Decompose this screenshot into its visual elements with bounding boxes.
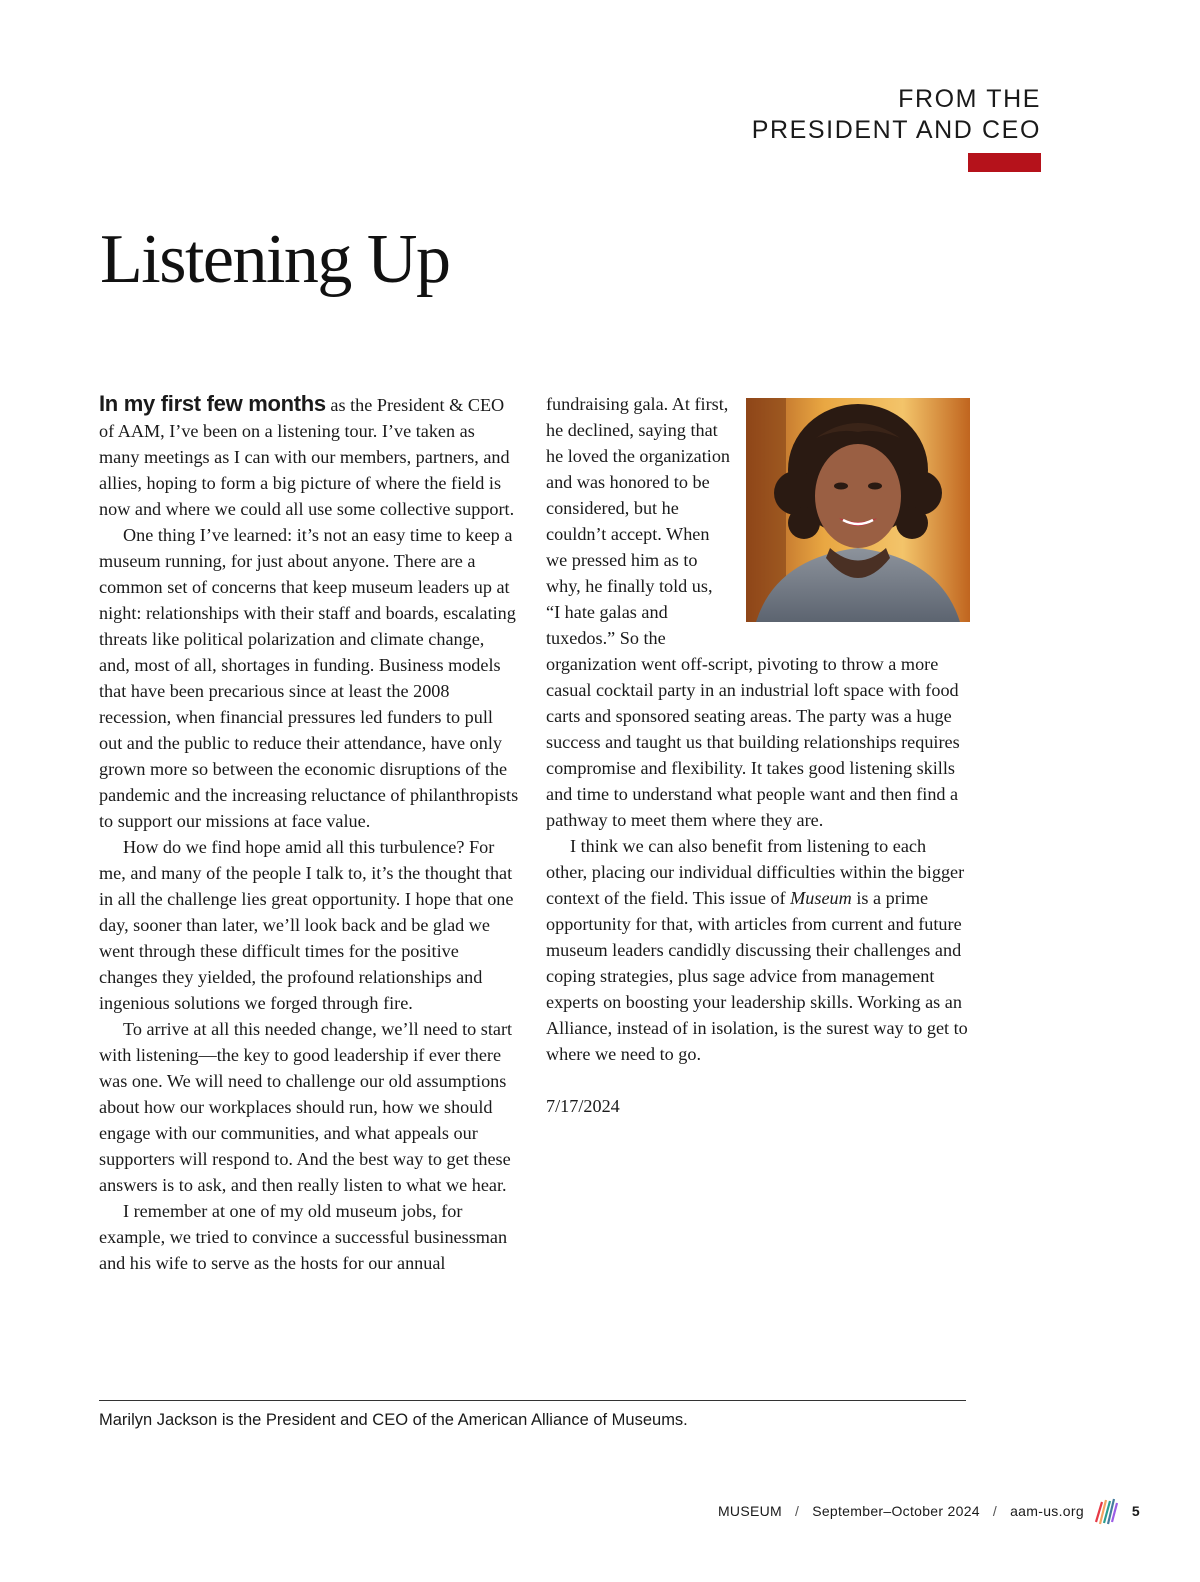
article-column-left: [99, 391, 519, 1276]
kicker-accent-bar: [968, 153, 1041, 172]
page-number: 5: [1131, 1503, 1140, 1519]
article-column-right: [546, 391, 970, 1119]
aam-stripes-logo-icon: [1094, 1496, 1118, 1526]
article-headline: Listening Up: [100, 221, 450, 298]
paragraph-6-text-b: is a prime opportunity for that, with articles from current and future museum leaders candidly discussing their challenges and coping strategies, plus sage advice from management experts on boosting your leadership skills. Working as an Alliance, instead of in isolation, is the surest way to get to where we need to go.: [546, 888, 968, 1064]
paragraph-4: To arrive at all this needed change, we’ll need to start with listening—the key to good leadership if ever there was one. We will need to challenge our old assumptions about how our workplaces should run, how we should engage with our communities, and what appeals our supporters will respond to. And the best way to get these answers is to ask, and then really listen to what we hear.: [99, 1019, 513, 1195]
paragraph-1-text: as the President & CEO of AAM, I’ve been on a listening tour. I’ve taken as many meetings as I can with our members, partners, and allies, hoping to form a big picture of where the field is now and where we could all use some collective support.: [99, 395, 515, 519]
author-bio: Marilyn Jackson is the President and CEO of the American Alliance of Museums.: [99, 1411, 688, 1429]
footer-issue: September–October 2024: [812, 1503, 980, 1519]
paragraph-2: One thing I’ve learned: it’s not an easy time to keep a museum running, for just about anyone. There are a common set of concerns that keep museum leaders up at night: relationships with their staff and boards, escalating threats like political polarization and climate change, and, most of all, shortages in funding. Business models that have been precarious since at least the 2008 recession, when financial pressures led funders to pull out and the public to reduce their attendance, have only grown more so between the economic disruptions of the pandemic and the increasing reluctance of philanthropists to support our missions at face value.: [99, 525, 519, 831]
article-date: 7/17/2024: [546, 1096, 620, 1116]
kicker-line-2: PRESIDENT AND CEO: [751, 116, 1041, 144]
magazine-title-italic: Museum: [790, 888, 852, 908]
footer-separator: /: [992, 1503, 998, 1519]
lead-in: In my first few months: [99, 391, 326, 416]
page-footer: [718, 1496, 1140, 1526]
kicker-line-1: FROM THE: [898, 85, 1041, 113]
paragraph-3: How do we find hope amid all this turbulence? For me, and many of the people I talk to, it’s the thought that in all the challenge lies great opportunity. I hope that one day, sooner than later, we’ll look back and be glad we went through these difficult times for the positive changes they yielded, the profound relationships and ingenious solutions we forged through fire.: [99, 837, 514, 1013]
footer-magazine: MUSEUM: [717, 1503, 782, 1519]
section-kicker: [752, 84, 1041, 146]
paragraph-5-start: I remember at one of my old museum jobs, for example, we tried to convince a successful businessman and his wife to serve as the hosts for our annual: [99, 1201, 508, 1273]
footer-site-link[interactable]: aam-us.org: [1010, 1503, 1084, 1519]
author-portrait-photo: [746, 398, 970, 622]
paragraph-1: [99, 391, 519, 522]
bio-divider: [99, 1400, 966, 1401]
paragraph-5-continued: fundraising gala. At first, he declined, saying that he loved the organization and was honored to be considered, but he couldn’t accept. When we pressed him as to why, he finally told us, “I hate galas and tuxedos.” So the organization went off-script, pivoting to throw a more casual cocktail party in an industrial loft space with food carts and sponsored seating areas. The party was a huge success and taught us that building relationships requires compromise and flexibility. It takes good listening skills and time to understand what people want and then find a pathway to meet them where they are.: [546, 394, 960, 830]
paragraph-6-text-a: I think we can also benefit from listening to each other, placing our individual difficulties within the bigger context of the field. This issue of: [546, 836, 965, 908]
paragraph-6: [546, 833, 970, 1067]
footer-separator: /: [794, 1503, 800, 1519]
